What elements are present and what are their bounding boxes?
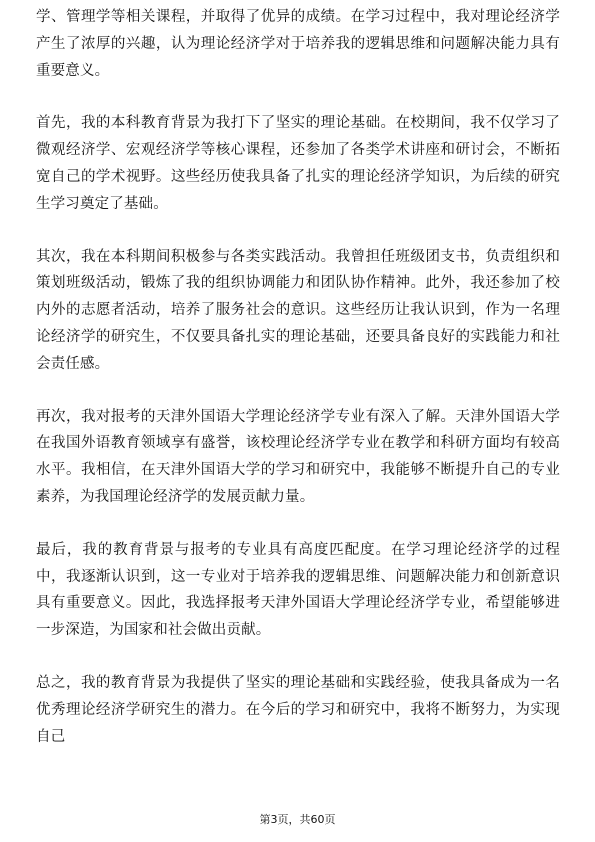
paragraph-gap <box>36 644 560 670</box>
paragraph-gap <box>36 378 560 404</box>
paragraph-gap <box>36 218 560 244</box>
page-footer: 第3页，共60页 <box>259 813 336 826</box>
paragraph-4: 再次，我对报考的天津外国语大学理论经济学专业有深入了解。天津外国语大学在我国外语教育领域享有盛誉，该校理论经济学专业在教学和科研方面均有较高水平。我相信，在天津外国语大学的学习和研究中，我能够不断提升自己的专业素养，为我国理论经济学的发展贡献力量。 <box>36 408 560 505</box>
paragraph-1: 学、管理学等相关课程，并取得了优异的成绩。在学习过程中，我对理论经济学产生了浓厚的兴趣，认为理论经济学对于培养我的逻辑思维和问题解决能力具有重要意义。 <box>36 9 560 79</box>
paragraph-6: 总之，我的教育背景为我提供了坚实的理论基础和实践经验，使我具备成为一名优秀理论经济学研究生的潜力。在今后的学习和研究中，我将不断努力，为实现自己 <box>36 674 560 745</box>
paragraph-5: 最后，我的教育背景与报考的专业具有高度匹配度。在学习理论经济学的过程中，我逐渐认识到，这一专业对于培养我的逻辑思维、问题解决能力和创新意识具有重要意义。因此，我选择报考天津外国语大学理论经济学专业，希望能够进一步深造，为国家和社会做出贡献。 <box>36 541 560 639</box>
paragraph-gap <box>36 84 560 110</box>
paragraph-3: 其次，我在本科期间积极参与各类实践活动。我曾担任班级团支书，负责组织和策划班级活动，锻炼了我的组织协调能力和团队协作精神。此外，我还参加了校内外的志愿者活动，培养了服务社会的意识。这些经历让我认识到，作为一名理论经济学的研究生，不仅要具备扎实的理论基础，还要具备良好的实践能力和社会责任感。 <box>36 248 560 372</box>
paragraph-gap <box>36 511 560 537</box>
document-body <box>36 4 560 750</box>
paragraph-2: 首先，我的本科教育背景为我打下了坚实的理论基础。在校期间，我不仅学习了微观经济学、宏观经济学等核心课程，还参加了各类学术讲座和研讨会，不断拓宽自己的学术视野。这些经历使我具备了扎实的理论经济学知识，为后续的研究生学习奠定了基础。 <box>36 115 560 212</box>
